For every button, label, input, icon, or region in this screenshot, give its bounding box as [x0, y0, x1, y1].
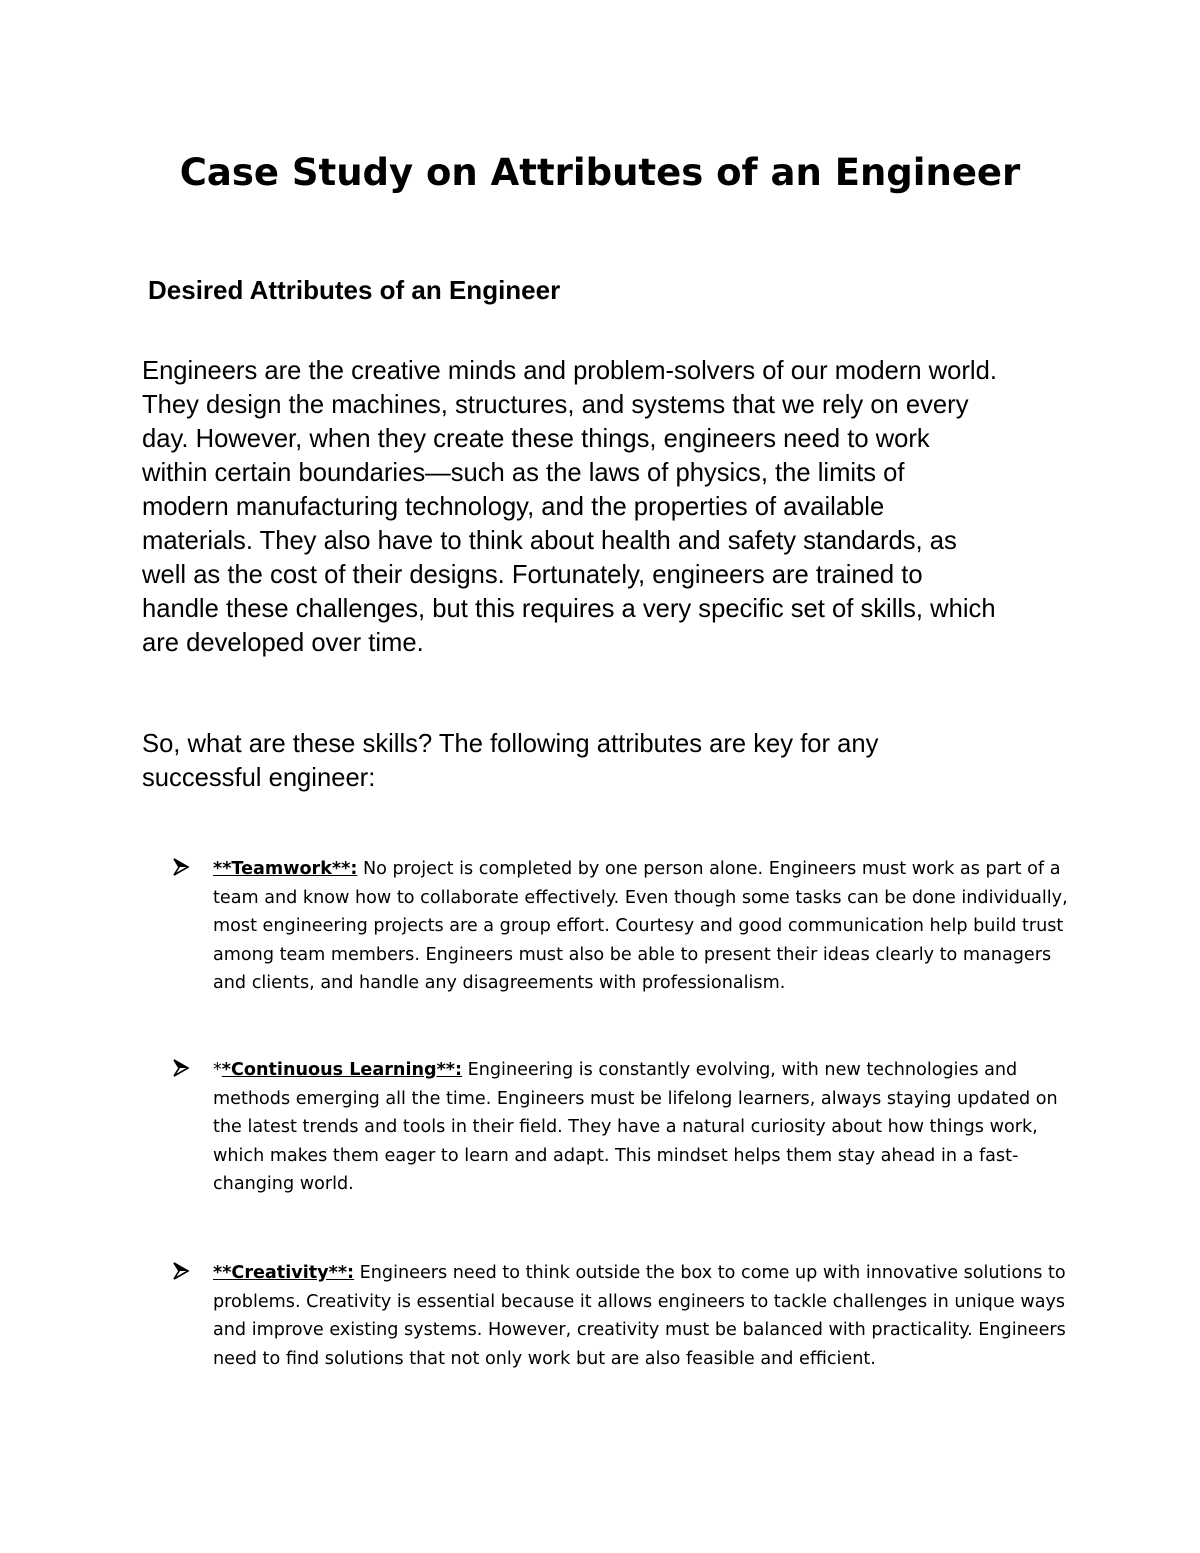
intro-line: modern manufacturing technology, and the properties of available — [142, 493, 885, 521]
bullet-line: and improve existing systems. However, creativity must be balanced with practicality. Engineers — [213, 1320, 1066, 1341]
bullet-text — [213, 1056, 1073, 1199]
question-line: So, what are these skills? The following attributes are key for any — [142, 730, 879, 758]
arrowhead-bullet-icon — [172, 1059, 190, 1077]
intro-line: materials. They also have to think about health and safety standards, as — [142, 527, 957, 555]
intro-line: They design the machines, structures, and systems that we rely on every — [142, 391, 969, 419]
bullet-line: need to find solutions that not only work but are also feasible and efficient. — [213, 1348, 876, 1369]
bullet-line: and clients, and handle any disagreements with professionalism. — [213, 973, 786, 994]
bullet-first-line-rest: Engineers need to think outside the box to come up with innovative solutions to — [354, 1263, 1066, 1283]
intro-line: are developed over time. — [142, 629, 424, 657]
bullet-line: problems. Creativity is essential because it allows engineers to tackle challenges in unique ways — [213, 1291, 1066, 1312]
attribute-term: **Creativity**: — [213, 1263, 355, 1283]
attribute-term: **Teamwork**: — [213, 859, 358, 879]
intro-line: handle these challenges, but this requires a very specific set of skills, which — [142, 595, 996, 623]
bullet-text — [213, 855, 1073, 998]
question-line: successful engineer: — [142, 764, 376, 792]
bullet-line: among team members. Engineers must also be able to present their ideas clearly to managers — [213, 944, 1052, 965]
section-heading: Desired Attributes of an Engineer — [148, 275, 561, 305]
bullet-first-line — [213, 1259, 1073, 1288]
document-title: Case Study on Attributes of an Engineer — [179, 151, 1021, 194]
bullet-line: changing world. — [213, 1174, 354, 1195]
bullet-first-line-rest: Engineering is constantly evolving, with new technologies and — [462, 1060, 1018, 1080]
bullet-first-line — [213, 1056, 1073, 1085]
bullet-line: the latest trends and tools in their field. They have a natural curiosity about how things work, — [213, 1117, 1038, 1138]
arrowhead-bullet-icon — [172, 858, 190, 876]
question-paragraph — [142, 727, 1072, 795]
bullet-prefix: * — [213, 1060, 222, 1080]
bullet-first-line-rest: No project is completed by one person alone. Engineers must work as part of a — [357, 859, 1061, 879]
bullet-line: which makes them eager to learn and adapt. This mindset helps them stay ahead in a fast- — [213, 1145, 1019, 1166]
bullet-text — [213, 1259, 1073, 1373]
intro-paragraph — [142, 354, 1072, 660]
intro-line: Engineers are the creative minds and problem-solvers of our modern world. — [142, 357, 997, 385]
intro-line: within certain boundaries—such as the laws of physics, the limits of — [142, 459, 905, 487]
bullet-line: team and know how to collaborate effectively. Even though some tasks can be done individually, — [213, 887, 1068, 908]
attribute-term: *Continuous Learning**: — [221, 1060, 463, 1080]
bullet-line: most engineering projects are a group effort. Courtesy and good communication help build trust — [213, 916, 1064, 937]
bullet-first-line — [213, 855, 1073, 884]
bullet-line: methods emerging all the time. Engineers must be lifelong learners, always staying updated on — [213, 1088, 1058, 1109]
intro-line: day. However, when they create these things, engineers need to work — [142, 425, 930, 453]
arrowhead-bullet-icon — [172, 1262, 190, 1280]
intro-line: well as the cost of their designs. Fortunately, engineers are trained to — [142, 561, 923, 589]
